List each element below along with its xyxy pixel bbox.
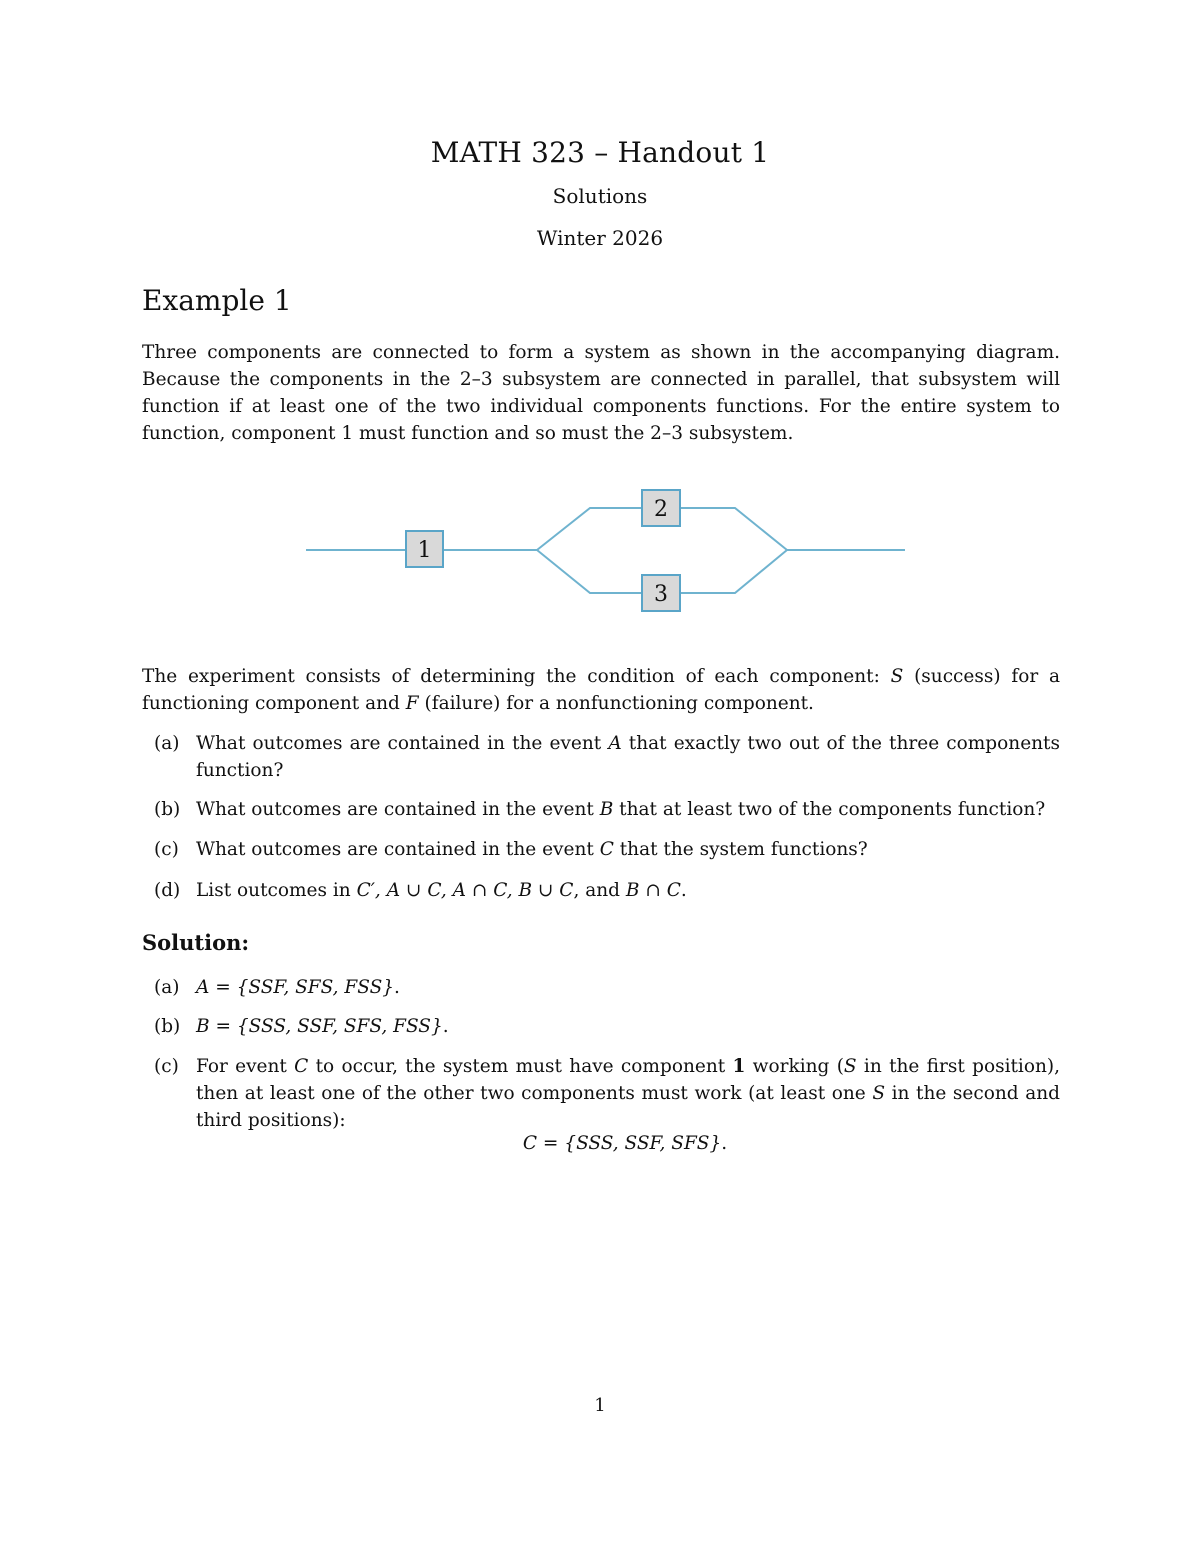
- page-term: Winter 2026: [536, 226, 664, 250]
- question-c: (c) What outcomes are contained in the event C that the system functions?: [154, 839, 868, 860]
- solution-c-equation: C = {SSS, SSF, SFS}.: [522, 1133, 728, 1154]
- component-label-1: 1: [417, 538, 432, 563]
- component-box-1: [406, 531, 443, 567]
- solution-a: (a) A = {SSF, SFS, FSS}.: [154, 977, 400, 998]
- system-diagram: [0, 470, 1200, 630]
- question-a: (a) What outcomes are contained in the event A that exactly two out of the three components function?: [154, 733, 1060, 781]
- upper-branch-out: [680, 508, 787, 550]
- page-title: MATH 323 – Handout 1: [430, 136, 770, 169]
- component-label-3: 3: [654, 582, 668, 607]
- page-number: 1: [594, 1395, 606, 1416]
- question-b: (b) What outcomes are contained in the event B that at least two of the components function?: [154, 799, 1046, 820]
- solution-c: (c) For event C to occur, the system must have component 1 working (S in the first position), then at least one of the other two components must work (at least one S in the second and third positions):: [154, 1056, 1061, 1131]
- example-title: Example 1: [142, 284, 292, 317]
- example-intro: Three components are connected to form a system as shown in the accompanying diagram. Because the components in the 2–3 subsystem are connected in parallel, that subsystem will function if at least one of the two individual components functions. For the entire system to function, component 1 must function and so must the 2–3 subsystem.: [142, 342, 1060, 444]
- question-d: (d) List outcomes in C′, A ∪ C, A ∩ C, B ∪ C, and B ∩ C.: [154, 880, 687, 901]
- diagram-wires: [306, 508, 905, 593]
- component-box-3: [642, 575, 680, 611]
- lower-branch-out: [680, 550, 787, 593]
- page-subtitle: Solutions: [552, 184, 648, 208]
- lower-branch-in: [537, 550, 642, 593]
- component-label-2: 2: [654, 497, 668, 522]
- solution-b: (b) B = {SSS, SSF, SFS, FSS}.: [154, 1016, 449, 1037]
- upper-branch-in: [537, 508, 642, 550]
- experiment-description: The experiment consists of determining the condition of each component: S (success) for a functioning component and F (failure) for a nonfunctioning component.: [142, 666, 1060, 714]
- component-box-2: [642, 490, 680, 526]
- solution-title: Solution:: [142, 930, 250, 955]
